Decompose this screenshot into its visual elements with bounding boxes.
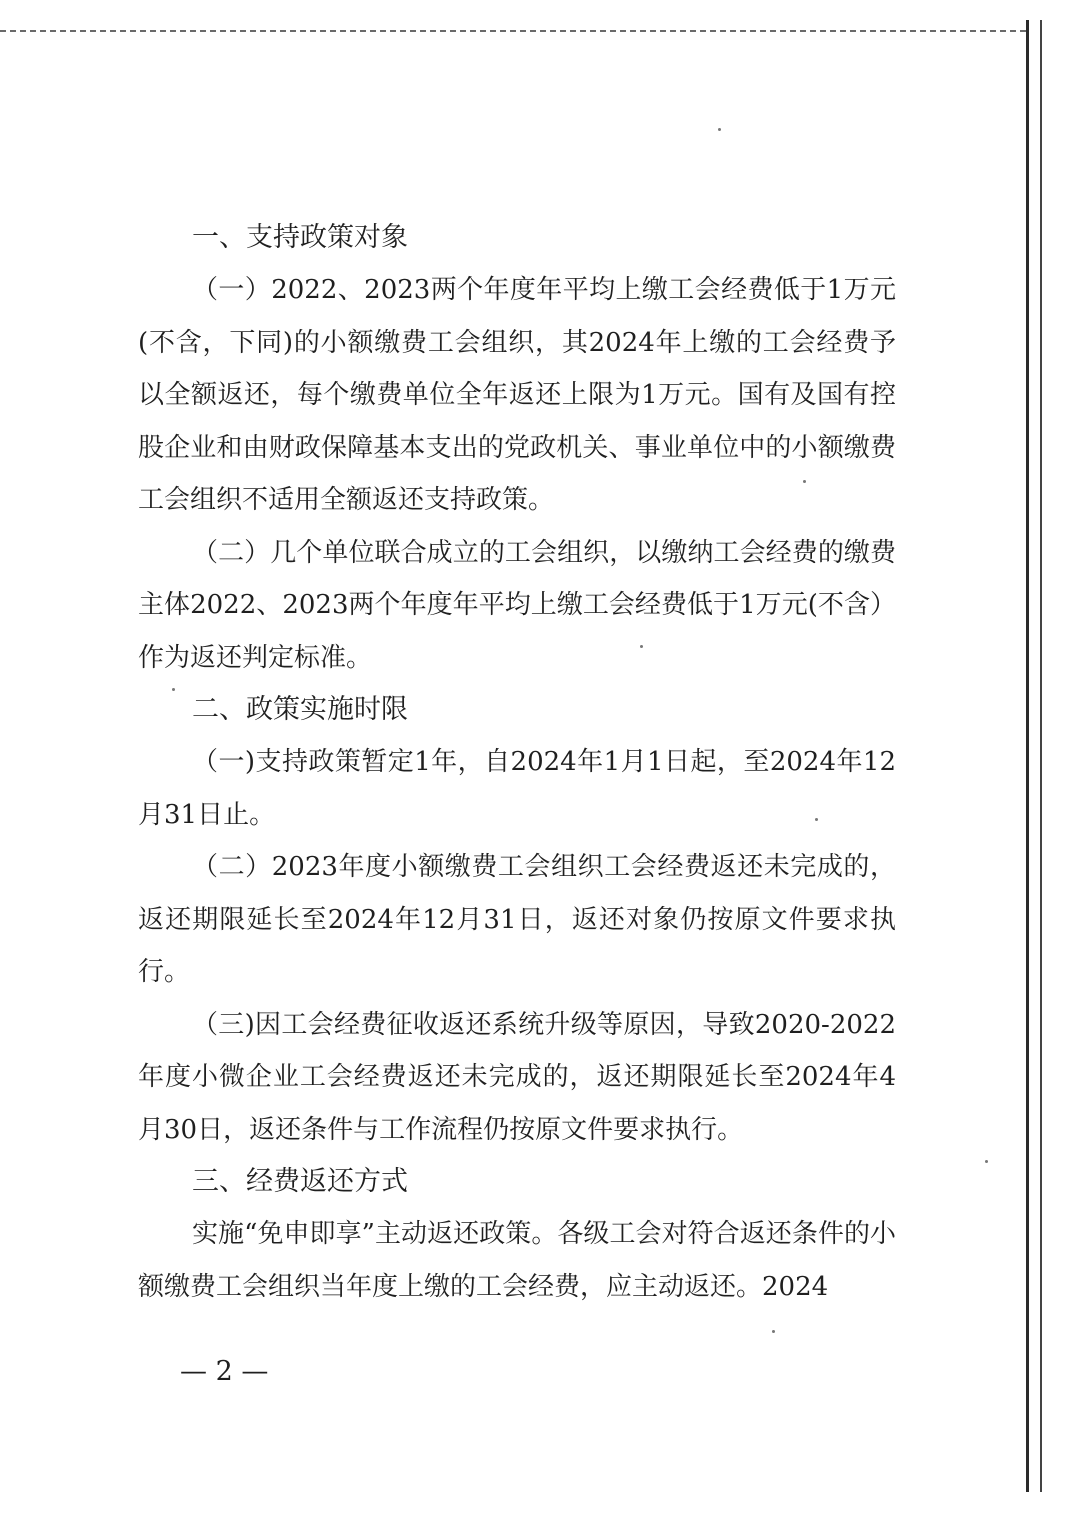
document-body: [138, 212, 896, 1313]
paragraph: （一）2022、2023两个年度年平均上缴工会经费低于1万元(不含，下同)的小额缴费工会组织，其2024年上缴的工会经费予以全额返还，每个缴费单位全年返还上限为1万元。国有及国有控股企业和由财政保障基本支出的党政机关、事业单位中的小额缴费工会组织不适用全额返还支持政策。: [138, 275, 896, 515]
paragraph: （三)因工会经费征收返还系统升级等原因，导致2020-2022年度小微企业工会经费返还未完成的，返还期限延长至2024年4月30日，返还条件与工作流程仍按原文件要求执行。: [138, 1009, 896, 1145]
scan-speck: [815, 818, 818, 821]
scan-speck: [772, 1330, 775, 1333]
scan-speck: [803, 480, 806, 483]
paragraph: （二）几个单位联合成立的工会组织，以缴纳工会经费的缴费主体2022、2023两个年度年平均上缴工会经费低于1万元(不含）作为返还判定标准。: [138, 537, 896, 673]
scan-speck: [172, 688, 175, 691]
right-edge-line: [1026, 20, 1029, 1492]
page-number: — 2 —: [180, 1356, 269, 1387]
paragraph: （一)支持政策暂定1年，自2024年1月1日起，至2024年12月31日止。: [138, 747, 896, 830]
top-dashed-rule: [0, 30, 1026, 32]
paragraph: （二）2023年度小额缴费工会组织工会经费返还未完成的，返还期限延长至2024年12月31日，返还对象仍按原文件要求执行。: [138, 852, 896, 987]
section-heading: 二、政策实施时限: [192, 694, 408, 725]
right-edge-line-inner: [1040, 20, 1042, 1492]
scan-speck: [718, 128, 721, 131]
scan-speck: [640, 645, 643, 648]
section-heading: 三、经费返还方式: [192, 1166, 408, 1197]
paragraph: 实施“免申即享”主动返还政策。各级工会对符合返还条件的小额缴费工会组织当年度上缴的工会经费，应主动返还。2024: [138, 1219, 896, 1302]
section-heading: 一、支持政策对象: [192, 222, 408, 253]
scan-speck: [985, 1160, 988, 1163]
